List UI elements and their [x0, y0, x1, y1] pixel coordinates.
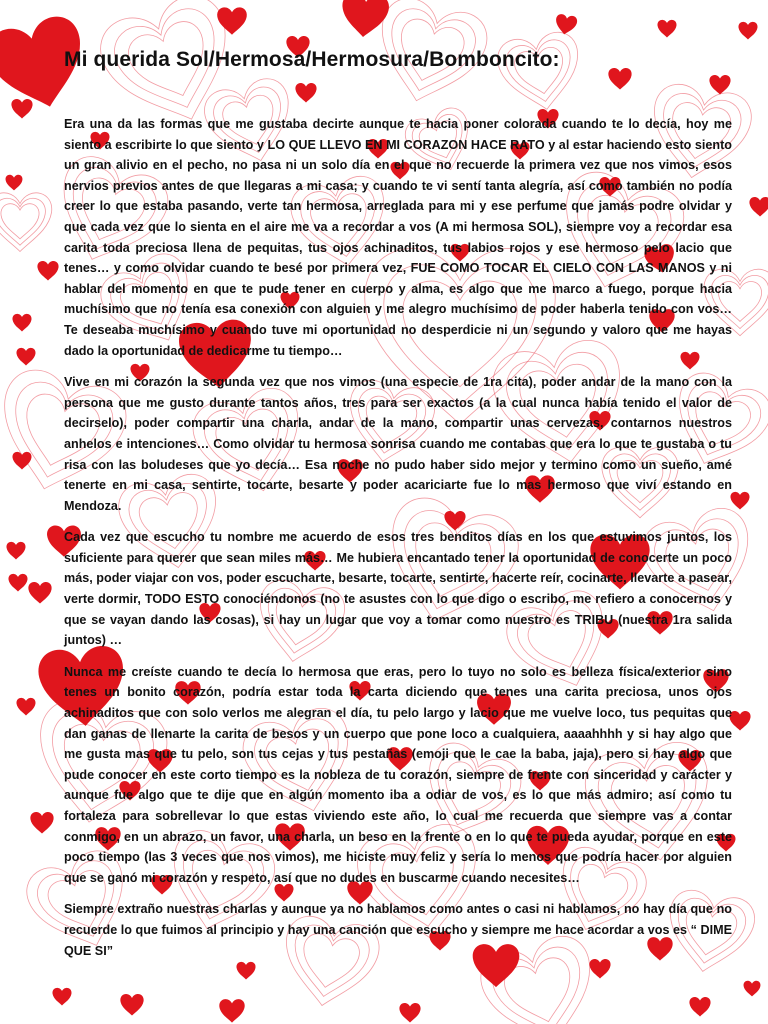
- letter-paragraph-3: Cada vez que escucho tu nombre me acuerdo de esos tres benditos días en los que estuvimos juntos, los suficiente para querer que sean miles más… Me hubiera encantado tener la oportunidad de conocerte un poco más, poder viajar con vos, poder escucharte, besarte, tocarte, sentirte, hacerte reír, cocinarte, llevarte a pasear, verte dormir, TODO ESTO conociéndonos (no te asustes con lo que digo o escribo, me refiero a conocernos y que se vayan dando las cosas), si hay un lugar que voy a tomar como nuestro es TRIBU (nuestra 1ra salida juntos) …: [64, 530, 732, 648]
- heart-icon: [657, 20, 676, 38]
- heart-icon: [217, 7, 247, 34]
- heart-icon: [744, 981, 761, 997]
- heart-icon: [11, 99, 32, 119]
- heart-icon: [37, 261, 58, 281]
- heart-icon: [16, 698, 35, 716]
- heart-icon: [219, 999, 244, 1022]
- heart-icon: [749, 197, 768, 217]
- letter: [64, 48, 732, 972]
- heart-icon: [399, 1003, 420, 1023]
- heart-icon: [6, 175, 23, 191]
- heart-icon: [730, 492, 749, 510]
- letter-paragraph-1: Era una da las formas que me gustaba decirte aunque te hacia poner colorada cuando te lo decía, hoy me siento a escribirte lo que siento y LO QUE LLEVO EN MI CORAZON HACE RATO y al estar haciendo esto siento un gran alivio en el pecho, no pasa ni un solo día en el que no recuerde la primera vez que nos vimos, esos nervios previos antes de que llegaras a mi casa; y cuando te vi sentí tanta alegría, así como también no podía creer lo que estaba pasando, verte tan hermosa, arreglada para mi y ese perfume que jamás podre olvidar y que cada vez que lo sienta en el aire me va a recordar a vos (A mi hermosa SOL), siempre voy a recordar esa carita toda preciosa llena de pequitas, tus ojos achinaditos, tus labios rojos y ese hermoso pelo lacio que tenes… y como olvidar cuando te besé por primera vez, FUE COMO TOCAR EL CIELO CON LAS MANOS y ni hablar del momento en que te pude tener en cuerpo y alma, es algo que me marco a fuego, porque hacia muchísimo que no tenía esa conexión con alguien y me alegro muchísimo de poder haberla tenido con vos… Te deseaba muchísimo y cuando tuve mi oportunidad no desperdicie ni un segundo y valoro que me hayas dado la oportunidad de dedicarme tu tiempo…: [64, 117, 732, 358]
- letter-paragraph-5: Siempre extraño nuestras charlas y aunque ya no hablamos como antes o casi ni hablamos, no hay día que no recuerde lo que fuimos al principio y hay una canción que escucho y siempre me hace acordar a vos es “ DIME QUE SI”: [64, 902, 732, 958]
- heart-icon: [28, 582, 51, 604]
- heart-icon: [689, 997, 710, 1017]
- letter-title: Mi querida Sol/Hermosa/Hermosura/Bomboncito:: [64, 48, 560, 71]
- letter-paragraph-2: Vive en mi corazón la segunda vez que nos vimos (una especie de 1ra cita), poder andar de la mano con la persona que me gusto durante tantos años, tres para ser exactos (a la cual nunca había tenido el valor de decirselo), poder compartir una charla, andar de la mano, compartir unas cervezas, contarnos nuestros anhelos e intenciones… Como olvidar tu hermosa sonrisa cuando me contabas que era lo que te gustaba o tu risa con las boludeses que yo decía… Esa noche no pudo haber sido mejor y termino como un sueño, amé tenerte en mi casa, sentirte, tocarte, besarte y poder acariciarte fue lo mas hermoso que viví estando en Mendoza.: [64, 375, 732, 513]
- heart-icon: [16, 348, 35, 366]
- heart-icon: [729, 711, 750, 731]
- letter-paragraph-4: Nunca me creíste cuando te decía lo hermosa que eras, pero lo tuyo no solo es belleza física/exterior sino tenes un bonito corazón, podría estar toda la carta diciendo que tenes una carita preciosa, unos ojos achinaditos que con solo verlos me alegran el día, tu pelo largo y lacio que me vuelve loco, tus pequitas que dan ganas de llenarte la carita de besos y un cuerpo que pone loco a cualquiera, aaaahhhh y si hay algo que me gusta mas que tu pelo, son tus cejas y tus pestañas (emoji que le cae la baba, jaja), pero si hay algo que pude conocer en este corto tiempo es la nobleza de tu corazón, siempre de frente con sinceridad y carácter y aunque fue algo que te dije que en algún momento iba a odiar de vos, es lo que más admiro; así como tu fortaleza para sobrellevar lo que estas viviendo este año, lo cual me recuerda que siempre vas a contar conmigo, en un abrazo, un favor, una charla, un beso en la frente o en lo que te pueda ayudar, porque en este poco tiempo (las 3 veces que nos vimos), me hiciste muy feliz y sería lo menos que podría hacer por alguien que se ganó mi corazón y respeto, así que no dudes en buscarme cuando necesites…: [64, 664, 732, 885]
- heart-icon: [8, 574, 27, 592]
- heart-icon: [52, 988, 71, 1006]
- heart-icon: [30, 812, 53, 834]
- heart-icon: [554, 13, 578, 36]
- heart-icon: [738, 22, 757, 40]
- heart-icon: [6, 542, 25, 560]
- heart-icon: [120, 994, 143, 1016]
- heart-outline-icon: [0, 198, 45, 245]
- heart-icon: [12, 314, 31, 332]
- heart-outline-icon: [0, 193, 52, 252]
